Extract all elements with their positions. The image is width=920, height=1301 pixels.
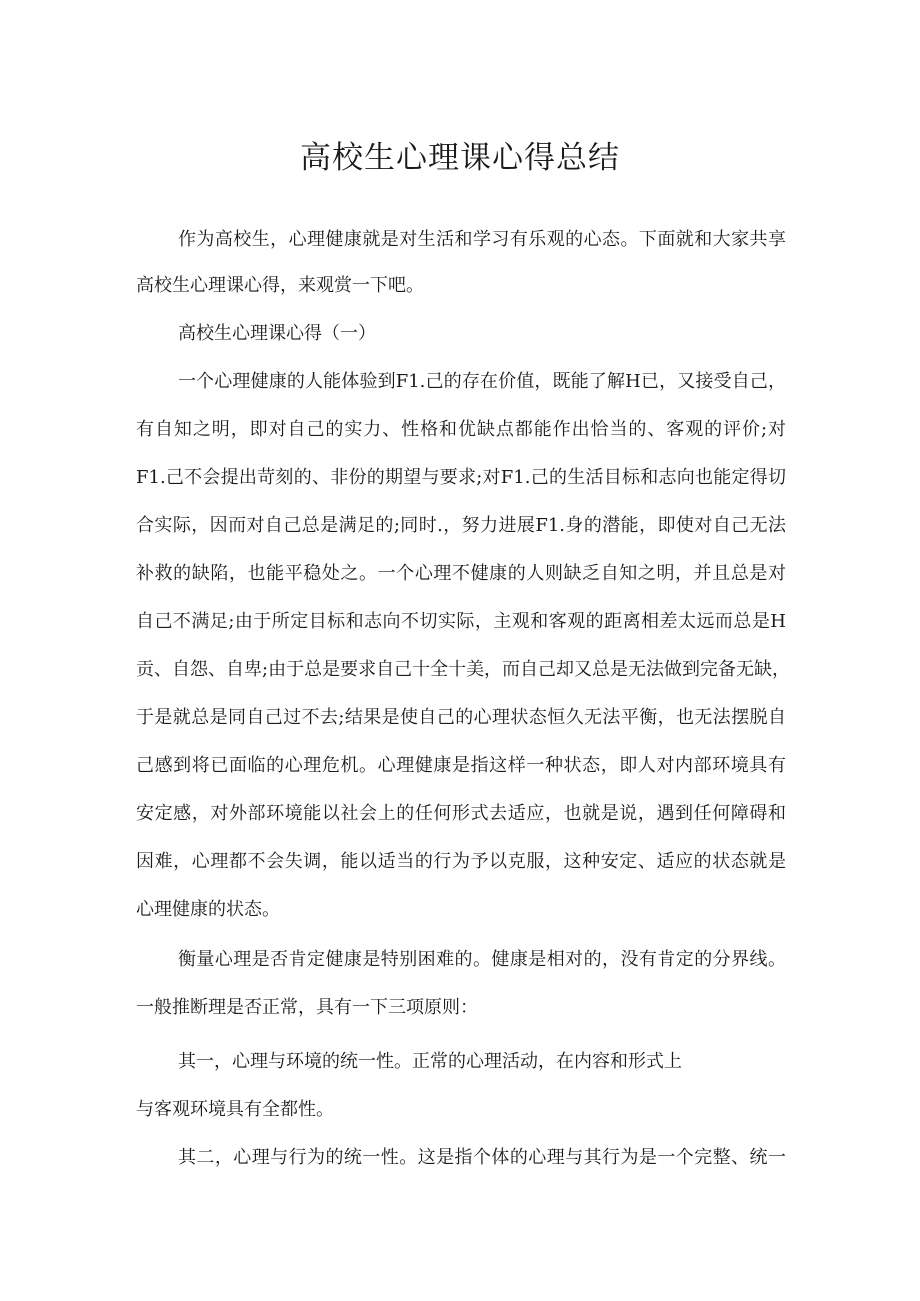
document-title: 高校生心理课心得总结	[300, 140, 620, 176]
paragraph-line: 有自知之明，即对自己的实力、性格和优缺点都能作出恰当的、客观的评价;对	[136, 419, 786, 440]
paragraph-line: 一般推断理是否正常，具有一下三项原则：	[136, 997, 478, 1018]
paragraph-line: F1.己不会提出苛刻的、非份的期望与要求;对F1.己的生活目标和志向也能定得切	[136, 467, 786, 488]
paragraph-line: 于是就总是同自己过不去;结果是使自己的心理状态恒久无法平衡，也无法摆脱自	[136, 707, 786, 728]
paragraph-line: 因难，心理都不会失调，能以适当的行为予以克服，这种安定、适应的状态就是	[136, 851, 786, 872]
paragraph-line: 补救的缺陷，也能平稳处之。一个心理不健康的人则缺乏自知之明，并且总是对	[136, 563, 786, 584]
paragraph-line: 己感到将已面临的心理危机。心理健康是指这样一种状态，即人对内部环境具有	[136, 755, 786, 776]
paragraph-line: 高校生心理课心得，来观赏一下吧。	[136, 275, 424, 296]
section-heading: 高校生心理课心得（一）	[178, 323, 376, 344]
paragraph-line: 其二，心理与行为的统一性。这是指个体的心理与其行为是一个完整、统一	[178, 1147, 786, 1168]
paragraph-line: 合实际，因而对自己总是满足的;同时.，努力进展F1.身的潜能，即使对自己无法	[136, 515, 786, 536]
paragraph-line: 其一，心理与环境的统一性。正常的心理活动，在内容和形式上	[178, 1051, 682, 1072]
paragraph-line: 贡、自怨、自卑;由于总是要求自己十全十美，而自己却又总是无法做到完备无缺，	[136, 659, 791, 680]
paragraph-line: 衡量心理是否肯定健康是特别困难的。健康是相对的，没有肯定的分界线。	[178, 949, 786, 970]
paragraph-line: 安定感，对外部环境能以社会上的任何形式去适应，也就是说，遇到任何障碍和	[136, 803, 786, 824]
paragraph-line: 一个心理健康的人能体验到F1.己的存在价值，既能了解H已，又接受自己，	[178, 371, 786, 392]
paragraph-line: 心理健康的状态。	[136, 899, 280, 920]
paragraph-line: 作为高校生，心理健康就是对生活和学习有乐观的心态。下面就和大家共享	[178, 229, 786, 250]
paragraph-line: 与客观环境具有全都性。	[136, 1099, 334, 1120]
paragraph-line: 自己不满足;由于所定目标和志向不切实际，主观和客观的距离相差太远而总是H	[136, 611, 786, 632]
